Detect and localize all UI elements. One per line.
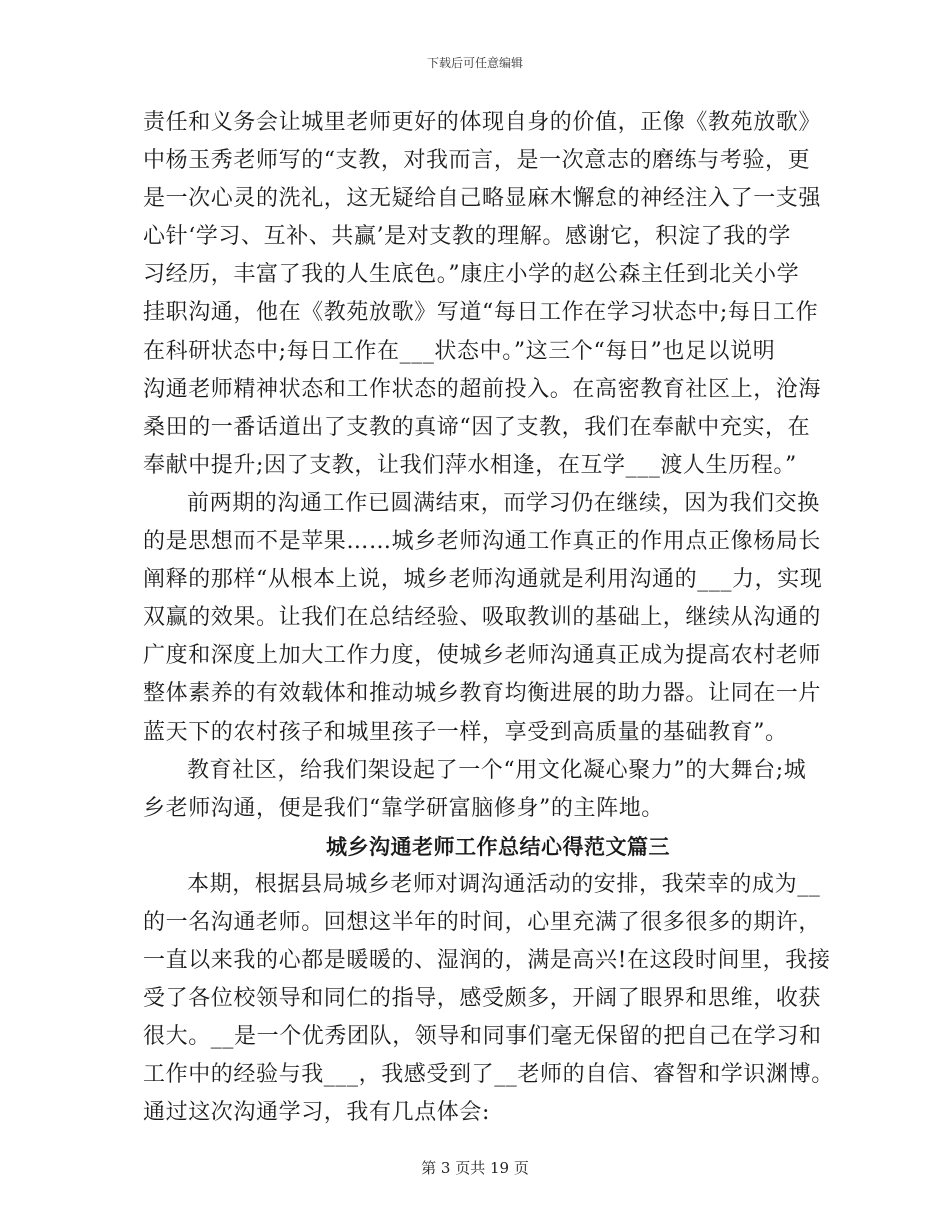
body-line: 中杨玉秀老师写的“支教，对我而言，是一次意志的磨练与考验，更 — [143, 148, 811, 174]
body-line: 广度和深度上加大工作力度，使城乡老师沟通真正成为提高农村老师 — [143, 643, 822, 669]
body-line: 心针‘学习、互补、共赢’是对支教的理解。感谢它，积淀了我的学 — [143, 224, 791, 250]
paragraph-start-line: 教育社区，给我们架设起了一个“用文化凝心聚力”的大舞台;城 — [187, 757, 807, 783]
paragraph-start-line: 本期，根据县局城乡老师对调沟通活动的安排，我荣幸的成为__ — [187, 871, 821, 897]
body-line: 挂职沟通，他在《教苑放歌》写道“每日工作在学习状态中;每日工作 — [143, 300, 819, 326]
body-line: 通过这次沟通学习，我有几点体会: — [143, 1100, 491, 1126]
page-number: 第 3 页共 19 页 — [421, 1159, 529, 1177]
body-line: 的是思想而不是苹果……城乡老师沟通工作真正的作用点正像杨局长 — [143, 529, 822, 555]
body-line: 工作中的经验与我___，我感受到了__老师的自信、睿智和学识渊博。 — [143, 1062, 834, 1088]
page-header-note: 下载后可任意编辑 — [426, 56, 523, 70]
body-line: 责任和义务会让城里老师更好的体现自身的价值，正像《教苑放歌》 — [143, 110, 822, 135]
body-line: 受了各位校领导和同仁的指导，感受颇多，开阔了眼界和思维，收获 — [143, 986, 822, 1012]
body-line: 奉献中提升;因了支教，让我们萍水相逢，在互学___渡人生历程。” — [143, 452, 797, 478]
body-line: 在科研状态中;每日工作在___状态中。”这三个“每日”也足以说明 — [143, 338, 776, 364]
section-heading: 城乡沟通老师工作总结心得范文篇三 — [326, 833, 670, 859]
document-body — [143, 104, 834, 1133]
body-line: 沟通老师精神状态和工作状态的超前投入。在高密教育社区上，沧海 — [143, 376, 822, 402]
body-line: 一直以来我的心都是暖暖的、湿润的，满是高兴!在这段时间里，我接 — [143, 948, 831, 974]
body-line: 是一次心灵的洗礼，这无疑给自己略显麻木懈怠的神经注入了一支强 — [143, 186, 822, 212]
body-line: 很大。__是一个优秀团队，领导和同事们毫无保留的把自己在学习和 — [143, 1024, 822, 1050]
body-line: 蓝天下的农村孩子和城里孩子一样，享受到高质量的基础教育”。 — [143, 719, 788, 745]
body-line: 的一名沟通老师。回想这半年的时间，心里充满了很多很多的期许， — [143, 909, 822, 935]
body-line: 双赢的效果。让我们在总结经验、吸取教训的基础上，继续从沟通的 — [143, 605, 822, 631]
body-line: 习经历，丰富了我的人生底色。”康庄小学的赵公森主任到北关小学 — [143, 262, 800, 288]
body-line: 乡老师沟通，便是我们“靠学研富脑修身”的主阵地。 — [143, 795, 664, 821]
paragraph-start-line: 前两期的沟通工作已圆满结束，而学习仍在继续，因为我们交换 — [187, 490, 820, 516]
body-line: 桑田的一番话道出了支教的真谛“因了支教，我们在奉献中充实，在 — [143, 414, 811, 440]
body-line: 阐释的那样“从根本上说，城乡老师沟通就是利用沟通的___力，实现 — [143, 567, 823, 593]
body-line: 整体素养的有效载体和推动城乡教育均衡进展的助力器。让同在一片 — [143, 681, 822, 707]
